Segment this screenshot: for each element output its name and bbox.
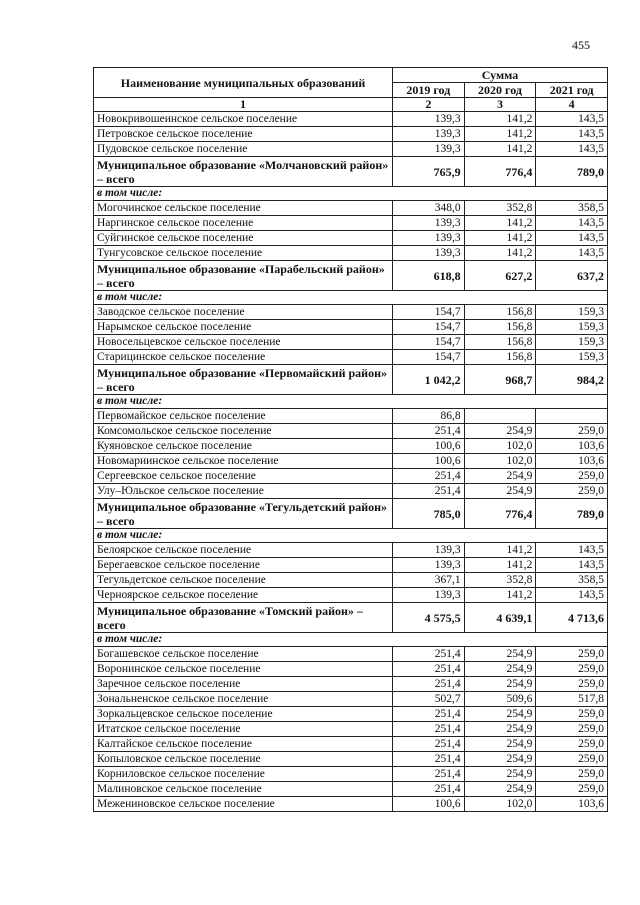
- row-name: Пудовское сельское поселение: [94, 142, 393, 157]
- value-2019: 139,3: [393, 588, 465, 603]
- row-name: Межениновское сельское поселение: [94, 797, 393, 812]
- value-2020: 352,8: [464, 201, 536, 216]
- value-2021: 259,0: [536, 767, 608, 782]
- row-name: Нарымское сельское поселение: [94, 320, 393, 335]
- value-2021: 143,5: [536, 112, 608, 127]
- value-2019: 785,0: [393, 499, 465, 529]
- subheader-row: [94, 395, 608, 409]
- table-row: [94, 454, 608, 469]
- total-row: [94, 603, 608, 633]
- value-2020: 141,2: [464, 558, 536, 573]
- row-name: Муниципальное образование «Молчановский район» – всего: [94, 157, 393, 187]
- value-2021: 259,0: [536, 737, 608, 752]
- value-2021: 143,5: [536, 142, 608, 157]
- value-2021: 143,5: [536, 543, 608, 558]
- row-name: Улу–Юльское сельское поселение: [94, 484, 393, 499]
- value-2019: 86,8: [393, 409, 465, 424]
- value-2021: 637,2: [536, 261, 608, 291]
- total-row: [94, 499, 608, 529]
- value-2021: 159,3: [536, 335, 608, 350]
- subheader-label: в том числе:: [94, 633, 608, 647]
- table-row: [94, 112, 608, 127]
- value-2019: 502,7: [393, 692, 465, 707]
- header-sum-group: Сумма: [393, 68, 608, 83]
- value-2021: 789,0: [536, 499, 608, 529]
- table-row: [94, 543, 608, 558]
- value-2019: 251,4: [393, 752, 465, 767]
- value-2020: 254,9: [464, 677, 536, 692]
- row-name: Наргинское сельское поселение: [94, 216, 393, 231]
- table-row: [94, 722, 608, 737]
- row-name: Новомариинское сельское поселение: [94, 454, 393, 469]
- value-2019: 100,6: [393, 439, 465, 454]
- row-name: Воронинское сельское поселение: [94, 662, 393, 677]
- table-row: [94, 127, 608, 142]
- row-name: Итатское сельское поселение: [94, 722, 393, 737]
- value-2019: 154,7: [393, 320, 465, 335]
- column-number: 2: [393, 98, 465, 112]
- table-row: [94, 469, 608, 484]
- budget-table: [93, 67, 608, 812]
- value-2019: 154,7: [393, 350, 465, 365]
- value-2019: 251,4: [393, 647, 465, 662]
- value-2021: 517,8: [536, 692, 608, 707]
- value-2019: 139,3: [393, 231, 465, 246]
- subheader-row: [94, 187, 608, 201]
- value-2021: 259,0: [536, 647, 608, 662]
- value-2020: 141,2: [464, 127, 536, 142]
- value-2020: 254,9: [464, 782, 536, 797]
- row-name: Муниципальное образование «Первомайский район» – всего: [94, 365, 393, 395]
- subheader-label: в том числе:: [94, 187, 608, 201]
- table-header: [94, 68, 608, 112]
- table-row: [94, 588, 608, 603]
- value-2019: 139,3: [393, 127, 465, 142]
- table-row: [94, 484, 608, 499]
- table-row: [94, 782, 608, 797]
- row-name: Куяновское сельское поселение: [94, 439, 393, 454]
- row-name: Муниципальное образование «Тегульдетский район» – всего: [94, 499, 393, 529]
- value-2019: 765,9: [393, 157, 465, 187]
- value-2020: 141,2: [464, 246, 536, 261]
- value-2020: 102,0: [464, 454, 536, 469]
- row-name: Комсомольское сельское поселение: [94, 424, 393, 439]
- row-name: Заречное сельское поселение: [94, 677, 393, 692]
- value-2021: 789,0: [536, 157, 608, 187]
- table-row: [94, 767, 608, 782]
- table-row: [94, 335, 608, 350]
- value-2021: 143,5: [536, 558, 608, 573]
- table-row: [94, 752, 608, 767]
- table-row: [94, 558, 608, 573]
- value-2019: 251,4: [393, 707, 465, 722]
- table-body: [94, 112, 608, 812]
- value-2020: 776,4: [464, 157, 536, 187]
- column-number: 1: [94, 98, 393, 112]
- value-2021: 143,5: [536, 127, 608, 142]
- value-2019: 139,3: [393, 543, 465, 558]
- value-2020: 102,0: [464, 797, 536, 812]
- row-name: Тегульдетское сельское поселение: [94, 573, 393, 588]
- value-2019: 100,6: [393, 454, 465, 469]
- row-name: Старицинское сельское поселение: [94, 350, 393, 365]
- row-name: Могочинское сельское поселение: [94, 201, 393, 216]
- value-2020: 254,9: [464, 722, 536, 737]
- value-2020: 254,9: [464, 647, 536, 662]
- row-name: Богашевское сельское поселение: [94, 647, 393, 662]
- value-2020: 141,2: [464, 588, 536, 603]
- table-row: [94, 350, 608, 365]
- value-2019: 251,4: [393, 782, 465, 797]
- value-2020: 141,2: [464, 231, 536, 246]
- value-2019: 251,4: [393, 424, 465, 439]
- value-2019: 100,6: [393, 797, 465, 812]
- value-2020: 102,0: [464, 439, 536, 454]
- value-2019: 139,3: [393, 246, 465, 261]
- value-2021: 159,3: [536, 305, 608, 320]
- row-name: Черноярское сельское поселение: [94, 588, 393, 603]
- row-name: Муниципальное образование «Парабельский район» – всего: [94, 261, 393, 291]
- column-number: 4: [536, 98, 608, 112]
- table-row: [94, 439, 608, 454]
- table-row: [94, 246, 608, 261]
- header-year-2019: 2019 год: [393, 83, 465, 98]
- value-2020: 254,9: [464, 737, 536, 752]
- value-2019: 367,1: [393, 573, 465, 588]
- value-2019: 251,4: [393, 737, 465, 752]
- value-2020: [464, 409, 536, 424]
- value-2020: 254,9: [464, 752, 536, 767]
- value-2020: 156,8: [464, 320, 536, 335]
- row-name: Зональненское сельское поселение: [94, 692, 393, 707]
- value-2019: 251,4: [393, 677, 465, 692]
- value-2020: 776,4: [464, 499, 536, 529]
- value-2021: 103,6: [536, 797, 608, 812]
- row-name: Новосельцевское сельское поселение: [94, 335, 393, 350]
- value-2020: 352,8: [464, 573, 536, 588]
- table-row: [94, 231, 608, 246]
- table-row: [94, 142, 608, 157]
- table-row: [94, 216, 608, 231]
- header-year-2021: 2021 год: [536, 83, 608, 98]
- value-2021: 143,5: [536, 231, 608, 246]
- row-name: Петровское сельское поселение: [94, 127, 393, 142]
- page-number: 455: [572, 38, 590, 52]
- table-row: [94, 573, 608, 588]
- value-2021: 259,0: [536, 469, 608, 484]
- value-2021: 984,2: [536, 365, 608, 395]
- row-name: Зоркальцевское сельское поселение: [94, 707, 393, 722]
- total-row: [94, 365, 608, 395]
- value-2021: 4 713,6: [536, 603, 608, 633]
- value-2021: 103,6: [536, 439, 608, 454]
- value-2020: 254,9: [464, 424, 536, 439]
- value-2019: 154,7: [393, 305, 465, 320]
- value-2021: 159,3: [536, 320, 608, 335]
- column-number: 3: [464, 98, 536, 112]
- row-name: Сергеевское сельское поселение: [94, 469, 393, 484]
- value-2020: 141,2: [464, 543, 536, 558]
- value-2021: 143,5: [536, 588, 608, 603]
- value-2019: 1 042,2: [393, 365, 465, 395]
- value-2021: 259,0: [536, 677, 608, 692]
- value-2019: 139,3: [393, 142, 465, 157]
- value-2020: 627,2: [464, 261, 536, 291]
- table-row: [94, 305, 608, 320]
- value-2020: 156,8: [464, 305, 536, 320]
- header-year-2020: 2020 год: [464, 83, 536, 98]
- value-2021: [536, 409, 608, 424]
- value-2020: 141,2: [464, 112, 536, 127]
- row-name: Корниловское сельское поселение: [94, 767, 393, 782]
- value-2021: 259,0: [536, 484, 608, 499]
- table-row: [94, 707, 608, 722]
- table-row: [94, 647, 608, 662]
- value-2020: 141,2: [464, 216, 536, 231]
- value-2020: 254,9: [464, 469, 536, 484]
- row-name: Белоярское сельское поселение: [94, 543, 393, 558]
- value-2019: 139,3: [393, 558, 465, 573]
- total-row: [94, 157, 608, 187]
- value-2021: 259,0: [536, 707, 608, 722]
- row-name: Калтайское сельское поселение: [94, 737, 393, 752]
- value-2019: 139,3: [393, 216, 465, 231]
- value-2021: 259,0: [536, 662, 608, 677]
- value-2019: 139,3: [393, 112, 465, 127]
- value-2021: 259,0: [536, 752, 608, 767]
- subheader-row: [94, 529, 608, 543]
- total-row: [94, 261, 608, 291]
- value-2020: 141,2: [464, 142, 536, 157]
- header-name-column: Наименование муниципальных образований: [94, 68, 393, 98]
- value-2020: 968,7: [464, 365, 536, 395]
- value-2019: 251,4: [393, 722, 465, 737]
- value-2020: 156,8: [464, 335, 536, 350]
- value-2021: 259,0: [536, 424, 608, 439]
- row-name: Суйгинское сельское поселение: [94, 231, 393, 246]
- value-2019: 4 575,5: [393, 603, 465, 633]
- row-name: Муниципальное образование «Томский район» – всего: [94, 603, 393, 633]
- value-2020: 509,6: [464, 692, 536, 707]
- value-2019: 251,4: [393, 662, 465, 677]
- table-row: [94, 409, 608, 424]
- value-2021: 259,0: [536, 782, 608, 797]
- value-2020: 254,9: [464, 767, 536, 782]
- table-row: [94, 424, 608, 439]
- value-2020: 254,9: [464, 484, 536, 499]
- value-2019: 348,0: [393, 201, 465, 216]
- table-row: [94, 201, 608, 216]
- value-2020: 156,8: [464, 350, 536, 365]
- subheader-label: в том числе:: [94, 291, 608, 305]
- row-name: Новокривошеинское сельское поселение: [94, 112, 393, 127]
- value-2020: 4 639,1: [464, 603, 536, 633]
- table-row: [94, 797, 608, 812]
- value-2021: 143,5: [536, 216, 608, 231]
- row-name: Малиновское сельское поселение: [94, 782, 393, 797]
- table-row: [94, 320, 608, 335]
- subheader-row: [94, 291, 608, 305]
- table-row: [94, 737, 608, 752]
- row-name: Тунгусовское сельское поселение: [94, 246, 393, 261]
- value-2021: 358,5: [536, 201, 608, 216]
- table-row: [94, 677, 608, 692]
- value-2021: 358,5: [536, 573, 608, 588]
- value-2019: 251,4: [393, 767, 465, 782]
- row-name: Копыловское сельское поселение: [94, 752, 393, 767]
- value-2019: 251,4: [393, 469, 465, 484]
- value-2019: 154,7: [393, 335, 465, 350]
- subheader-label: в том числе:: [94, 529, 608, 543]
- value-2019: 251,4: [393, 484, 465, 499]
- subheader-row: [94, 633, 608, 647]
- value-2021: 143,5: [536, 246, 608, 261]
- row-name: Берегаевское сельское поселение: [94, 558, 393, 573]
- table-row: [94, 662, 608, 677]
- value-2021: 159,3: [536, 350, 608, 365]
- value-2021: 103,6: [536, 454, 608, 469]
- row-name: Первомайское сельское поселение: [94, 409, 393, 424]
- row-name: Заводское сельское поселение: [94, 305, 393, 320]
- value-2019: 618,8: [393, 261, 465, 291]
- value-2020: 254,9: [464, 707, 536, 722]
- value-2020: 254,9: [464, 662, 536, 677]
- subheader-label: в том числе:: [94, 395, 608, 409]
- value-2021: 259,0: [536, 722, 608, 737]
- table-row: [94, 692, 608, 707]
